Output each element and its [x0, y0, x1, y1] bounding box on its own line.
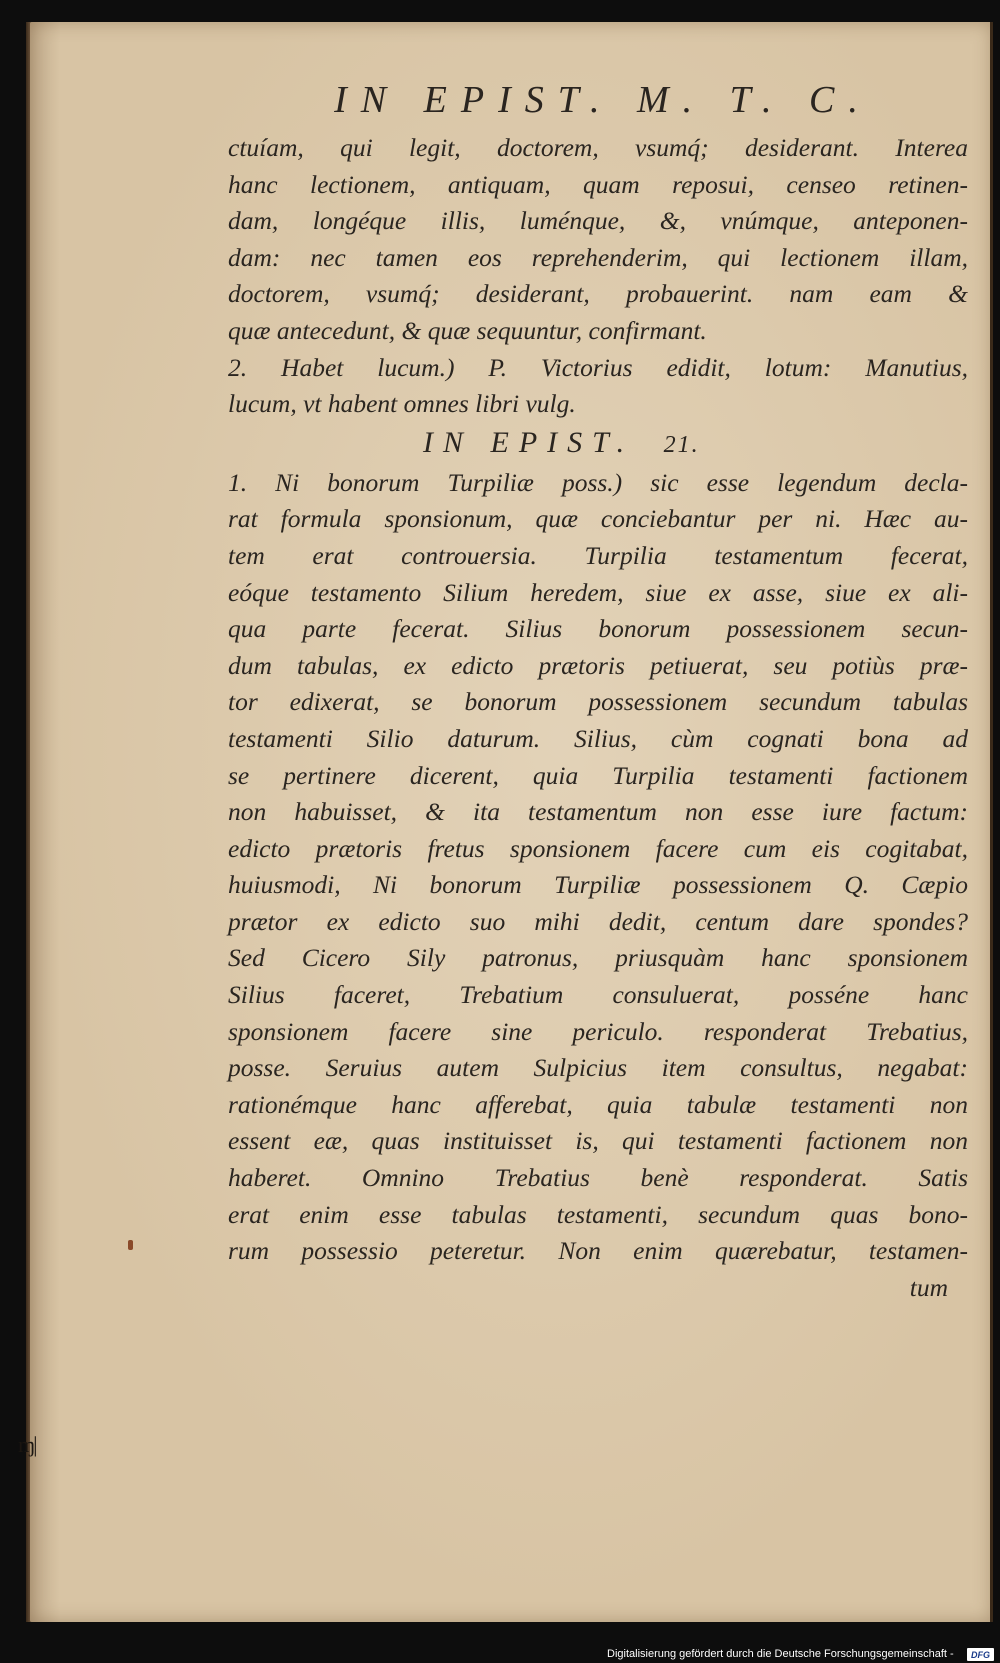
text-line: hanc lectionem, antiquam, quam reposui, censeo retinen- — [228, 169, 968, 199]
commentary-part-1 — [228, 130, 968, 423]
text-line: dum tabulas, ex edicto prætoris petiuerat, seu potiùs præ- — [228, 650, 968, 680]
text-line: qua parte fecerat. Silius bonorum possessionem secun- — [228, 614, 968, 644]
text-line: quæ antecedunt, & quæ sequuntur, confirmant. — [228, 315, 707, 345]
page-text-block — [228, 70, 968, 1306]
text-line: rationémque hanc afferebat, quia tabulæ testamenti non — [228, 1089, 968, 1119]
text-line: erat enim esse tabulas testamenti, secundum quas bono- — [228, 1199, 968, 1229]
dfg-logo-icon: DFG — [967, 1648, 994, 1661]
text-line: eóque testamento Silium heredem, siue ex asse, siue ex ali- — [228, 577, 968, 607]
text-line: huiusmodi, Ni bonorum Turpiliæ possessionem Q. Cæpio — [228, 870, 968, 900]
text-line: testamenti Silio daturum. Silius, cùm cognati bona ad — [228, 723, 968, 753]
running-head: IN EPIST. M. T. C. — [334, 79, 872, 121]
text-line: edicto prætoris fretus sponsionem facere cum eis cogitabat, — [228, 833, 968, 863]
ink-spot — [128, 1240, 133, 1250]
section-heading-label: IN EPIST. — [423, 425, 635, 459]
text-line: non habuisset, & ita testamentum non esse iure factum: — [228, 797, 968, 827]
text-line: essent eæ, quas instituisset is, qui testamenti factionem non — [228, 1126, 968, 1156]
text-line: Silius faceret, Trebatium consuluerat, posséne hanc — [228, 980, 968, 1010]
text-line: Sed Cicero Sily patronus, priusquàm hanc sponsionem — [228, 943, 968, 973]
text-line: haberet. Omnino Trebatius benè responderat. Satis — [228, 1163, 968, 1193]
text-line: tor edixerat, se bonorum possessionem secundum tabulas — [228, 687, 968, 717]
text-line: prætor ex edicto suo mihi dedit, centum dare spondes? — [228, 906, 968, 936]
gutter-mark: ɱ| — [18, 1432, 36, 1457]
section-heading — [228, 423, 968, 465]
text-line: rum possessio peteretur. Non enim quærebatur, testamen- — [228, 1236, 968, 1266]
text-line: se pertinere dicerent, quia Turpilia testamenti factionem — [228, 760, 968, 790]
text-line: posse. Seruius autem Sulpicius item consultus, negabat: — [228, 1053, 968, 1083]
text-line: ctuíam, qui legit, doctorem, vsumq́; desiderant. Interea — [228, 133, 968, 162]
text-line: rat formula sponsionum, quæ conciebantur per ni. Hæc au- — [228, 504, 968, 534]
text-line: 2. Habet lucum.) P. Victorius edidit, lotum: Manutius, — [228, 352, 968, 382]
catchword: tum — [909, 1272, 948, 1302]
text-line: dam: nec tamen eos reprehenderim, qui lectionem illam, — [228, 242, 968, 272]
page-right-edge — [990, 22, 993, 1622]
text-line: doctorem, vsumq́; desiderant, probauerint. nam eam & — [228, 279, 968, 309]
text-line: lucum, vt habent omnes libri vulg. — [228, 389, 576, 419]
text-line: dam, longéque illis, luménque, &, vnúmque, anteponen- — [228, 206, 968, 236]
text-line: tem erat controuersia. Turpilia testamentum fecerat, — [228, 540, 968, 570]
text-line: 1. Ni bonorum Turpiliæ poss.) sic esse legendum decla- — [228, 467, 968, 497]
commentary-part-2 — [228, 465, 968, 1270]
digitization-credit: Digitalisierung gefördert durch die Deutsche Forschungsgemeinschaft - — [607, 1648, 954, 1660]
section-heading-number: 21. — [663, 431, 700, 458]
text-line: sponsionem facere sine periculo. responderat Trebatius, — [228, 1016, 968, 1046]
